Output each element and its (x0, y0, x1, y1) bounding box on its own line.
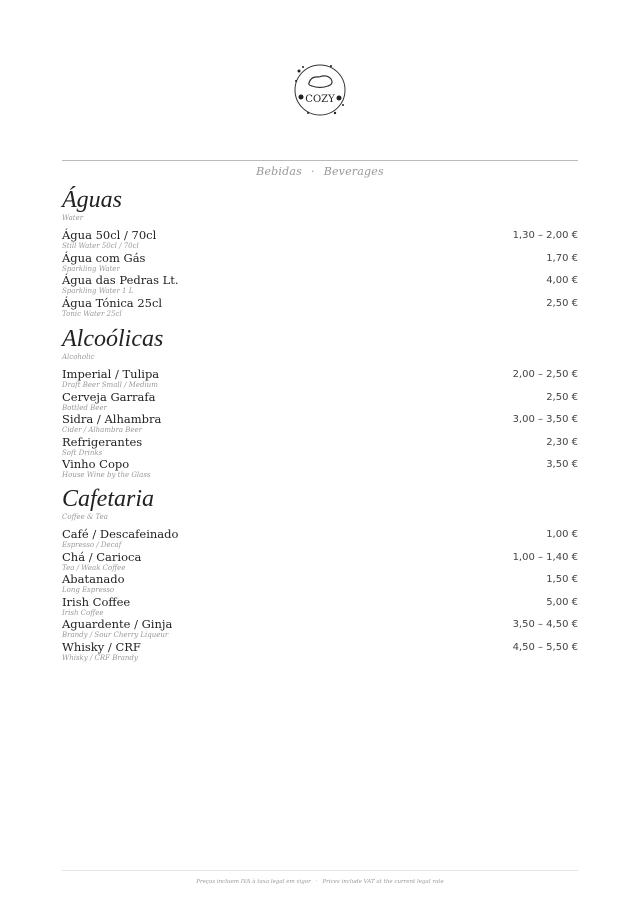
header-pt: Bebidas (256, 165, 302, 178)
header-en: Beverages (323, 165, 384, 178)
item-price: 3,00 – 3,50 € (512, 414, 578, 426)
item-translation: Espresso / Decaf (62, 541, 122, 549)
item-price: 2,30 € (546, 436, 578, 448)
item-translation: Tea / Weak Coffee (62, 563, 126, 572)
item-name: Sidra / Alhambra (62, 412, 162, 427)
item-translation: Tonic Water 25cl (62, 309, 122, 318)
menu-item (62, 391, 578, 414)
menu-item (62, 573, 578, 596)
item-translation: Draft Beer Small / Medium (62, 381, 158, 389)
footer-en: Prices include VAT at the current legal rate (322, 879, 444, 885)
item-price: 4,00 € (546, 275, 578, 287)
svg-text:COZY: COZY (305, 94, 335, 105)
item-price: 1,30 – 2,00 € (512, 230, 578, 241)
item-name: Água com Gás (62, 250, 146, 265)
item-price: 2,50 € (546, 391, 578, 403)
item-translation: Brandy / Sour Cherry Liqueur (62, 631, 169, 640)
item-translation: Cider / Alhambra Beer (62, 426, 142, 435)
restaurant-logo (291, 61, 349, 119)
item-price: 4,50 – 5,50 € (512, 641, 578, 653)
section-title: Águas (62, 187, 122, 213)
item-name: Irish Coffee (62, 594, 131, 609)
menu-item (62, 551, 578, 574)
item-translation: Irish Coffee (62, 608, 104, 617)
menu-item (62, 252, 578, 275)
item-price: 1,50 € (546, 574, 578, 586)
menu-item (62, 368, 578, 391)
item-name: Água Tónica 25cl (62, 295, 163, 310)
item-translation: Soft Drinks (62, 448, 103, 457)
menu-header (62, 165, 578, 178)
item-name: Vinho Copo (62, 457, 130, 472)
item-price: 2,50 € (546, 297, 578, 309)
item-translation: Still Water 50cl / 70cl (62, 242, 139, 250)
section-cafetaria (62, 486, 578, 664)
section-alcoolicas (62, 326, 578, 481)
item-name: Cerveja Garrafa (62, 389, 156, 404)
section-subtitle: Alcoholic (62, 353, 95, 361)
header-separator: · (310, 165, 315, 178)
menu-item (62, 297, 578, 320)
item-name: Imperial / Tulipa (62, 367, 160, 381)
section-title: Alcoólicas (62, 326, 164, 352)
item-name: Chá / Carioca (62, 549, 142, 564)
item-price: 5,00 € (546, 596, 578, 608)
footer-pt: Preços incluem IVA à taxa legal em vigor (196, 879, 311, 885)
item-name: Whisky / CRF (62, 639, 141, 654)
menu-item (62, 458, 578, 481)
header-divider (62, 160, 578, 161)
item-price: 1,70 € (546, 252, 578, 264)
item-name: Refrigerantes (62, 434, 143, 449)
item-translation: Long Espresso (62, 586, 115, 595)
item-price: 2,00 – 2,50 € (512, 369, 578, 380)
menu-item (62, 641, 578, 664)
item-translation: Whisky / CRF Brandy (62, 653, 138, 662)
footer-separator: · (315, 879, 318, 885)
menu-item (62, 436, 578, 459)
menu-item (62, 229, 578, 252)
item-price: 3,50 € (546, 459, 578, 471)
footer-note (62, 879, 578, 885)
item-price: 1,00 – 1,40 € (512, 551, 578, 563)
menu-item (62, 596, 578, 619)
item-translation: House Wine by the Glass (62, 471, 151, 480)
item-name: Água das Pedras Lt. (62, 273, 179, 288)
item-name: Café / Descafeinado (62, 527, 179, 541)
item-name: Abatanado (62, 572, 125, 587)
menu-item (62, 413, 578, 436)
section-subtitle: Coffee & Tea (62, 513, 108, 521)
menu-item (62, 274, 578, 297)
section-aguas (62, 187, 578, 319)
menu-item (62, 618, 578, 641)
item-translation: Bottled Beer (62, 403, 107, 412)
item-name: Água 50cl / 70cl (62, 228, 157, 242)
menu-item (62, 528, 578, 551)
item-translation: Sparkling Water (62, 264, 120, 273)
section-subtitle: Water (62, 214, 84, 222)
item-translation: Sparkling Water 1 L (62, 287, 134, 296)
footer-divider (62, 870, 578, 871)
item-price: 1,00 € (546, 529, 578, 540)
item-price: 3,50 – 4,50 € (512, 619, 578, 631)
item-name: Aguardente / Ginja (62, 617, 173, 632)
section-title: Cafetaria (62, 486, 155, 512)
